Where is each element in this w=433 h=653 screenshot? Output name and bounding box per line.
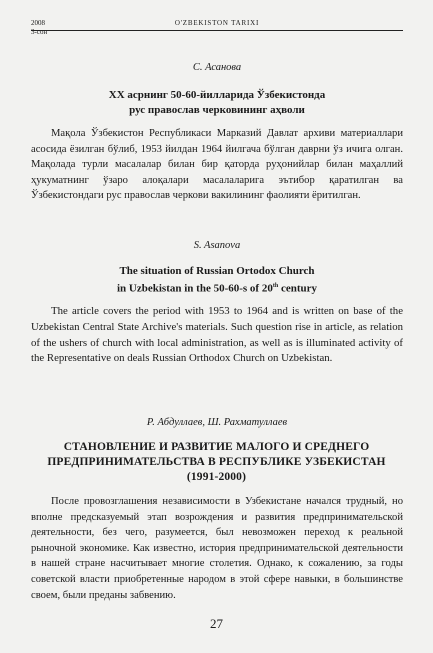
article3-authors: Р. Абдуллаев, Ш. Рахматуллаев — [146, 417, 288, 428]
article3-title-dates: (1991-2000) — [186, 471, 247, 483]
running-head-issue: 3-сон — [31, 28, 48, 36]
article3-title-line1: СТАНОВЛЕНИЕ И РАЗВИТИЕ МАЛОГО И СРЕДНЕГО — [63, 441, 370, 453]
article2-author: S. Asanova — [193, 240, 241, 251]
article3-body: После провозглашения независимости в Узбекистане начался трудный, но вполне предсказуемый этап возрождения и развития предпринимательской деятельности, без чего, разумеется, был невозможен переход к реальной рыночной экономике. Как известно, история предпринимательской деятельности в нашей стране насчитывает многие столетия. Однако, к сожалению, за годы советской власти приобретенные народом в этой сфере навыки, в большинстве своем, были преданы забвению. — [31, 496, 403, 601]
running-head-journal-title: O'ZBEKISTON TARIXI — [174, 19, 260, 27]
article2-title-superscript: th — [272, 283, 279, 289]
page-number: 27 — [210, 616, 223, 631]
header-rule — [31, 30, 403, 31]
article1-title-line1: XX асрнинг 50-60-йилларида Ўзбекистонда — [108, 89, 326, 101]
article2-title-line1: The situation of Russian Ortodox Church — [119, 265, 315, 277]
article3-title-line2: ПРЕДПРИНИМАТЕЛЬСТВА В РЕСПУБЛИКЕ УЗБЕКИСТАН — [47, 456, 386, 468]
article1-title — [31, 88, 403, 118]
article2-title-line2-text: in Uzbekistan in the 50-60-s of 20 — [117, 282, 273, 295]
article2-title — [31, 264, 403, 297]
running-head-year: 2008 — [31, 19, 45, 27]
article1-abstract: Мақола Ўзбекистон Республикаси Марказий Давлат архиви материаллари асосида ёзилган бўлиб, 1953 йилдан 1964 йилгача бўлган даврни ўз ичига олган. Мақолада турли масалалар билан бир қаторда руҳонийлар билан маҳаллий ҳукуматнинг ўзаро алоқалари масалаларига эътибор қаратилган ва Ўзбекистондаги рус православ черкови вакилининг фаолияти ёритилган. — [31, 128, 403, 202]
article2-title-line2-end: century — [278, 282, 317, 295]
running-head — [31, 18, 403, 36]
article1-author: С. Асанова — [192, 62, 242, 73]
article3-title — [28, 440, 405, 485]
article2-title-line2 — [31, 279, 403, 297]
article1-title-line2: рус православ черковининг аҳволи — [129, 104, 305, 116]
article2-abstract: The article covers the period with 1953 to 1964 and is written on base of the Uzbekistan Central State Archive's materials. Such question rise in article, as relation of the ushers of church with local administration, as well as is illuminated activity of the Representative on deals Russian Orthodox Church on Uzbekistan. — [31, 305, 403, 365]
